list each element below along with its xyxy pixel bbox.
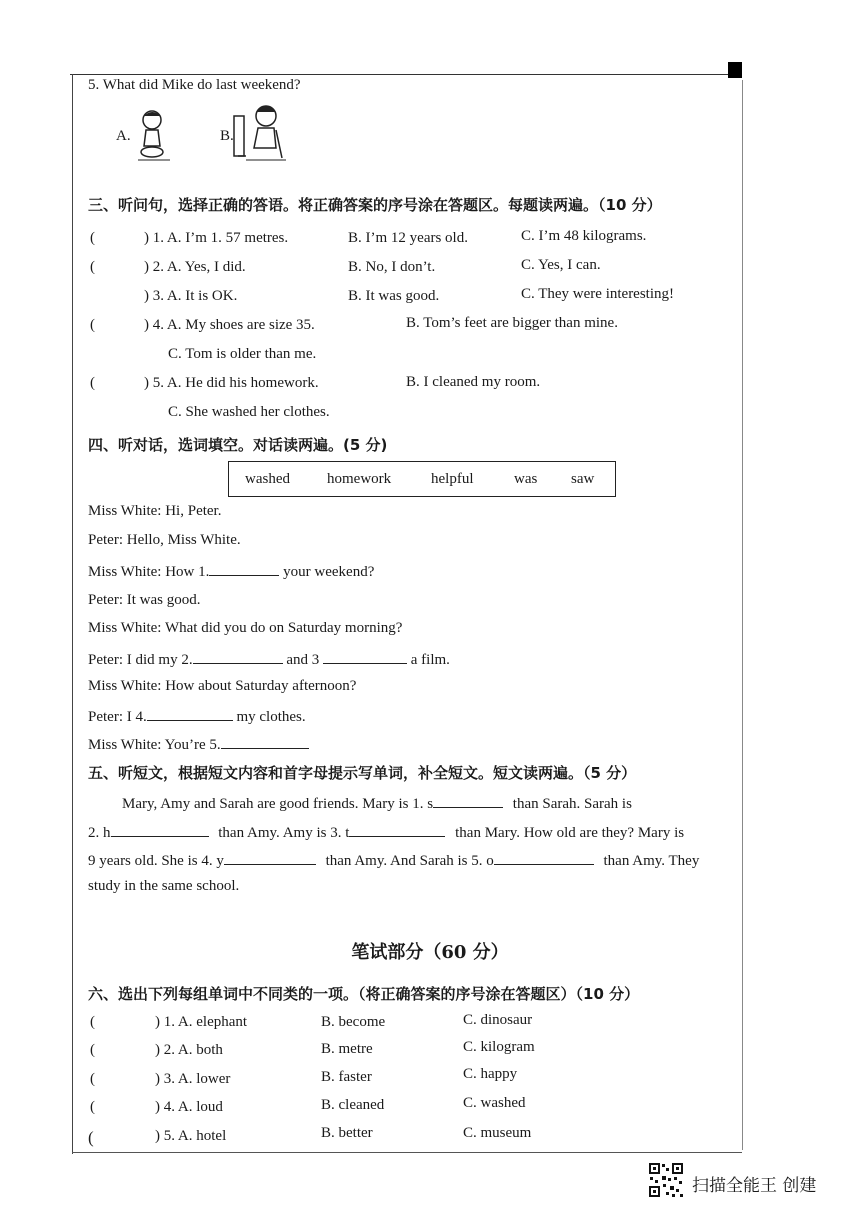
passage-text: than Amy. Amy is 3. t: [218, 825, 350, 841]
boy-washing-illustration-icon: [134, 106, 174, 164]
answer-blank[interactable]: [193, 649, 283, 664]
dialogue-line: Miss White: How about Saturday afternoon?: [88, 678, 357, 694]
watermark-text: 扫描全能王 创建: [692, 1176, 817, 1196]
passage-line-4: study in the same school.: [88, 878, 240, 894]
s3-q2-option-a: ) 2. A. Yes, I did.: [144, 259, 246, 275]
section4-heading: 四、听对话，选词填空。对话读两遍。(5 分): [88, 436, 388, 454]
dialogue-text: and 3: [286, 652, 320, 668]
word-bank-word: was: [514, 471, 538, 487]
s6-q2-option-a: ) 2. A. both: [155, 1042, 223, 1058]
q5-option-b-label: B.: [220, 128, 234, 144]
q5-option-a-label: A.: [116, 128, 131, 144]
dialogue-text: your weekend?: [283, 564, 375, 580]
passage-line-2: [88, 822, 684, 842]
s3-q3-option-a: ) 3. A. It is OK.: [144, 288, 238, 304]
word-bank-word: washed: [245, 471, 290, 487]
answer-blank[interactable]: [494, 850, 594, 865]
dialogue-text: a film.: [410, 652, 450, 668]
dialogue-text: Miss White: How 1.: [88, 564, 210, 580]
dialogue-line: Miss White: What did you do on Saturday morning?: [88, 620, 403, 636]
s3-q1-option-a: ) 1. A. I’m 1. 57 metres.: [144, 230, 289, 246]
passage-line-3: [88, 850, 699, 870]
page-border-bottom: [72, 1152, 742, 1153]
written-part-title: 笔试部分（60 分）: [351, 942, 509, 963]
q5-prompt: 5. What did Mike do last weekend?: [88, 77, 301, 93]
s3-q2-option-b: B. No, I don’t.: [348, 259, 436, 275]
s6-q4-option-b: B. cleaned: [321, 1097, 385, 1113]
answer-blank[interactable]: [209, 561, 279, 576]
s3-q1-option-b: B. I’m 12 years old.: [348, 230, 468, 246]
passage-text: than Amy. They: [603, 853, 700, 869]
s6-q5-option-b: B. better: [321, 1125, 373, 1141]
dialogue-line: Miss White: Hi, Peter.: [88, 503, 222, 519]
page-border-right: [742, 80, 743, 1150]
s6-q1-option-c: C. dinosaur: [463, 1012, 533, 1028]
section3-heading: 三、听问句，选择正确的答语。将正确答案的序号涂在答题区。每题读两遍。（10 分）: [88, 196, 662, 214]
page-border-top: [70, 74, 742, 75]
dialogue-line-5: [88, 734, 309, 754]
dialogue-text: Miss White: You’re 5.: [88, 737, 221, 753]
answer-blank[interactable]: [349, 822, 445, 837]
s6-q3-option-c: C. happy: [463, 1066, 518, 1082]
s6-q4-paren: (: [90, 1099, 95, 1115]
s6-q1-paren: (: [90, 1014, 95, 1030]
s6-q3-option-a: ) 3. A. lower: [155, 1071, 231, 1087]
s6-q1-option-b: B. become: [321, 1014, 386, 1030]
s3-q2-option-c: C. Yes, I can.: [521, 257, 601, 273]
passage-text: 2. h: [88, 825, 111, 841]
answer-blank[interactable]: [147, 706, 233, 721]
dialogue-text: Peter: I did my 2.: [88, 652, 193, 668]
page-border-left: [72, 74, 73, 1154]
answer-blank[interactable]: [111, 822, 209, 837]
word-bank-box: [228, 461, 616, 497]
dialogue-text: Peter: I 4.: [88, 709, 147, 725]
s6-q3-option-b: B. faster: [321, 1069, 372, 1085]
corner-registration-mark: [728, 62, 742, 78]
s3-q5-option-b: B. I cleaned my room.: [406, 374, 541, 390]
s6-q5-option-c: C. museum: [463, 1125, 532, 1141]
s6-q1-option-a: ) 1. A. elephant: [155, 1014, 248, 1030]
s3-q5-option-c: C. She washed her clothes.: [168, 404, 330, 420]
s3-q2-paren: (: [90, 259, 95, 275]
passage-text: Mary, Amy and Sarah are good friends. Mary is 1. s: [122, 796, 434, 812]
word-bank-word: homework: [327, 471, 392, 487]
s6-q2-option-b: B. metre: [321, 1041, 373, 1057]
s6-q2-paren: (: [90, 1042, 95, 1058]
s6-q4-option-a: ) 4. A. loud: [155, 1099, 223, 1115]
answer-blank[interactable]: [433, 793, 503, 808]
s6-q2-option-c: C. kilogram: [463, 1039, 535, 1055]
s3-q3-option-c: C. They were interesting!: [521, 286, 675, 302]
passage-text: than Amy. And Sarah is 5. o: [325, 853, 494, 869]
answer-blank[interactable]: [323, 649, 407, 664]
dialogue-line-1: [88, 561, 374, 581]
answer-blank[interactable]: [221, 734, 309, 749]
s3-q4-option-a: ) 4. A. My shoes are size 35.: [144, 317, 315, 333]
s3-q4-paren: (: [90, 317, 95, 333]
word-bank-word: helpful: [431, 471, 474, 487]
s3-q1-option-c: C. I’m 48 kilograms.: [521, 228, 647, 244]
s6-q3-paren: (: [90, 1071, 95, 1087]
s6-q5-option-a: ) 5. A. hotel: [155, 1128, 227, 1144]
s6-q4-option-c: C. washed: [463, 1095, 526, 1111]
passage-text: than Sarah. Sarah is: [512, 796, 632, 812]
dialogue-line-2-3: [88, 649, 450, 669]
s3-q1-paren: (: [90, 230, 95, 246]
s6-q5-paren: (: [88, 1128, 94, 1147]
s3-q5-paren: (: [90, 375, 95, 391]
passage-line-1: [122, 793, 632, 813]
answer-blank[interactable]: [224, 850, 316, 865]
s3-q5-option-a: ) 5. A. He did his homework.: [144, 375, 319, 391]
word-bank-word: saw: [571, 471, 595, 487]
boy-computer-illustration-icon: [232, 100, 288, 166]
s3-q4-option-b: B. Tom’s feet are bigger than mine.: [406, 315, 618, 331]
dialogue-line-4: [88, 706, 306, 726]
s3-q4-option-c: C. Tom is older than me.: [168, 346, 317, 362]
passage-text: 9 years old. She is 4. y: [88, 853, 224, 869]
dialogue-line: Peter: Hello, Miss White.: [88, 532, 241, 548]
section6-heading: 六、选出下列每组单词中不同类的一项。（将正确答案的序号涂在答题区）（10 分）: [88, 985, 640, 1003]
s3-q3-option-b: B. It was good.: [348, 288, 440, 304]
qr-code-icon: [648, 1162, 684, 1198]
dialogue-line: Peter: It was good.: [88, 592, 201, 608]
section5-heading: 五、听短文，根据短文内容和首字母提示写单词，补全短文。短文读两遍。（5 分）: [88, 764, 637, 782]
passage-text: than Mary. How old are they? Mary is: [455, 825, 685, 841]
dialogue-text: my clothes.: [236, 709, 306, 725]
